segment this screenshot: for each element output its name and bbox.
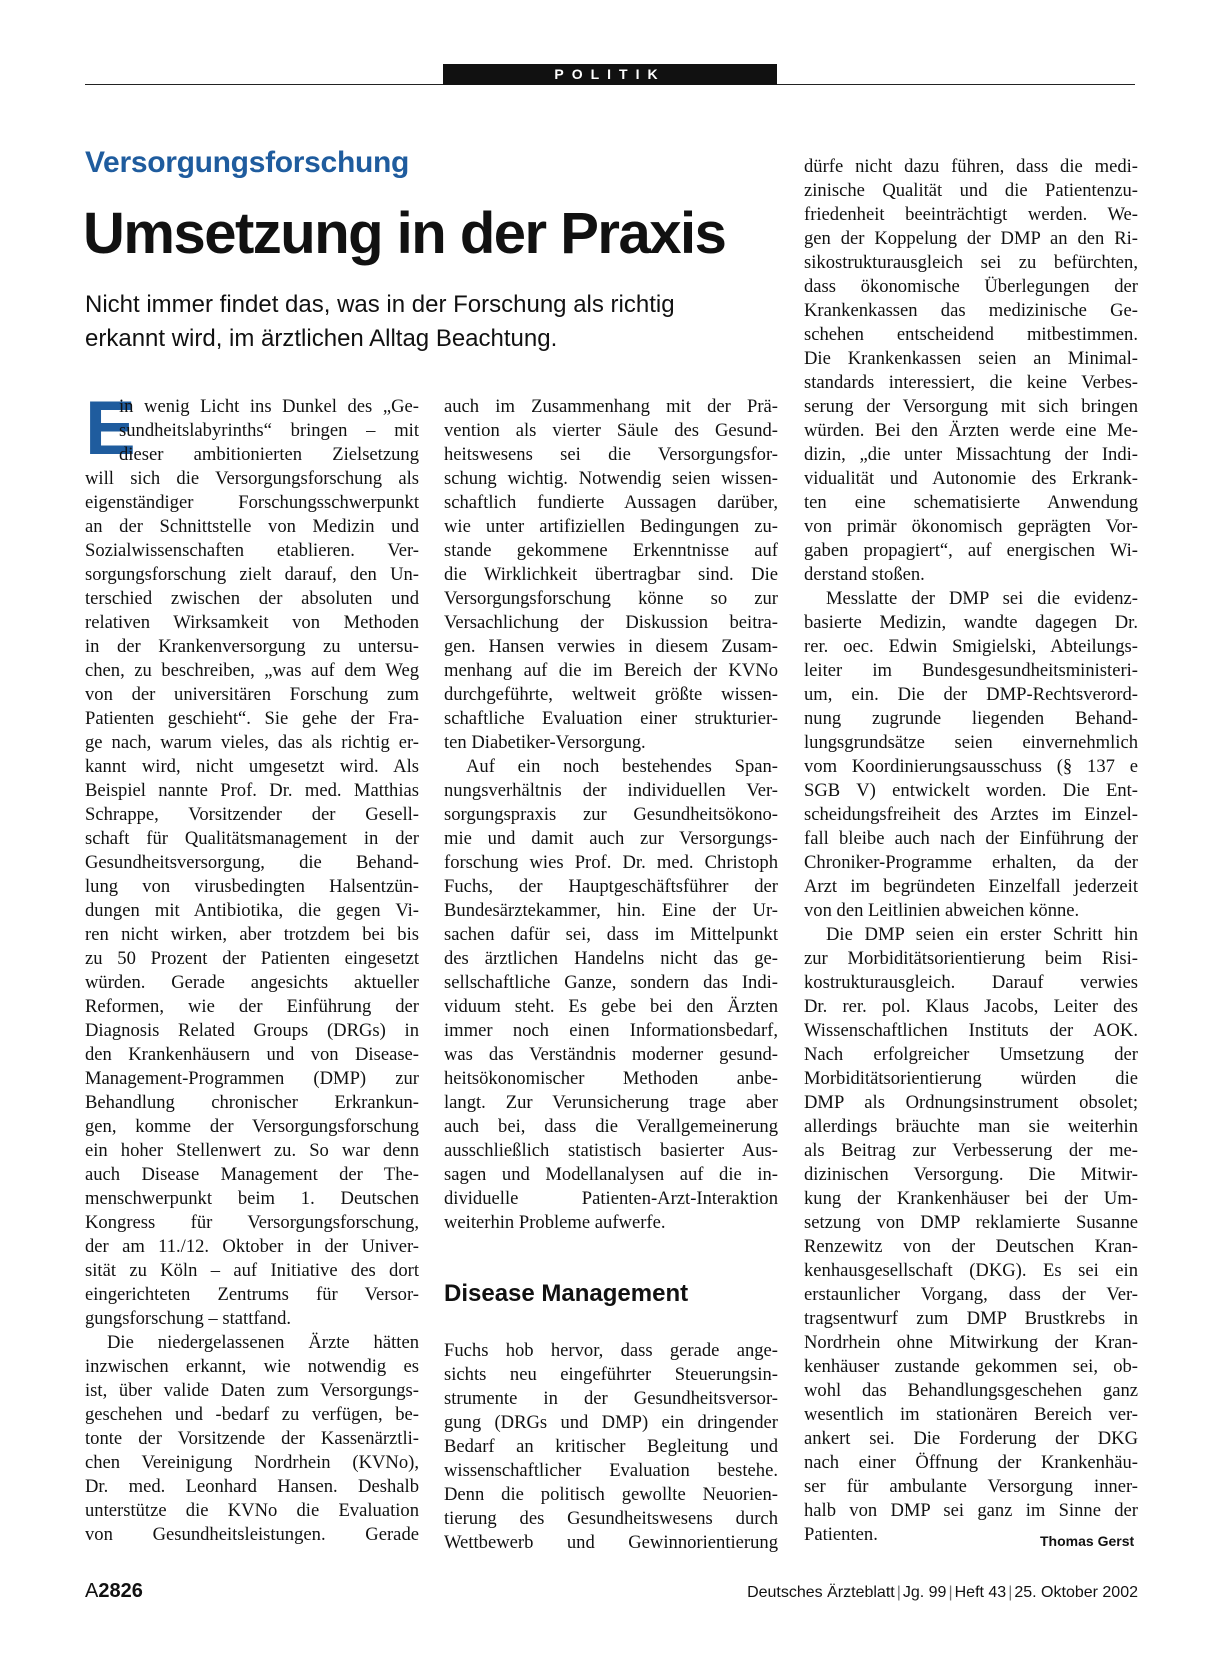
text-line: gen, komme der Versorgungsforschung [85, 1116, 419, 1137]
text-line: von der universitären Forschung zum [85, 684, 419, 705]
journal-volume: Jg. 99 [902, 1584, 947, 1601]
text-line: chen Vereinigung Nordrhein (KVNo), [85, 1452, 419, 1473]
text-line: inzwischen erkannt, wie notwendig es [85, 1356, 419, 1377]
text-line: Bundesärztekammer, hin. Eine der Ur- [444, 900, 778, 921]
text-line: dungen mit Antibiotika, die gegen Vi- [85, 900, 419, 921]
text-line: Die niedergelassenen Ärzte hätten [107, 1332, 419, 1353]
text-line: tierung des Gesundheitswesens durch [444, 1508, 778, 1529]
text-line: kenhausgesellschaft (DKG). Es sei ein [804, 1260, 1138, 1281]
text-line: sagen und Modellanalysen auf die in- [444, 1164, 778, 1185]
text-line: schaft für Qualitätsmanagement in der [85, 828, 419, 849]
text-line: scheidungsfreiheit des Arztes im Einzel- [804, 804, 1138, 825]
text-line: schaftliche Evaluation einer strukturier- [444, 708, 778, 729]
text-line: immer noch einen Informationsbedarf, [444, 1020, 778, 1041]
text-line: heitswesens sei die Versorgungsfor- [444, 444, 778, 465]
text-line: sikostrukturausgleich sei zu befürchten, [804, 252, 1138, 273]
text-column-1 [85, 386, 419, 1547]
text-line: gen der Koppelung der DMP an den Ri- [804, 228, 1138, 249]
text-line: serung der Versorgung mit sich bringen [804, 396, 1138, 417]
text-line: tonte der Vorsitzende der Kassenärztli- [85, 1428, 419, 1449]
text-line: vidualität und Autonomie des Erkrank- [804, 468, 1138, 489]
text-line: chen, zu beschreiben, „was auf dem Weg [85, 660, 419, 681]
text-line: schaftlich fundierte Aussagen darüber, [444, 492, 778, 513]
text-line: mie und damit auch zur Versorgungs- [444, 828, 778, 849]
text-line: von Gesundheitsleistungen. Gerade [85, 1524, 419, 1545]
text-line: Nach erfolgreicher Umsetzung der [804, 1044, 1138, 1065]
text-line: ten Diabetiker-Versorgung. [444, 732, 646, 753]
text-line: Chroniker-Programme erhalten, da der [804, 852, 1138, 873]
text-line: kostrukturausgleich. Darauf verwies [804, 972, 1138, 993]
text-line: rer. oec. Edwin Smigielski, Abteilungs- [804, 636, 1138, 657]
lead-line: erkannt wird, im ärztlichen Alltag Beachtung. [85, 325, 558, 352]
text-line: würden. Gerade angesichts aktueller [85, 972, 419, 993]
text-line: Wissenschaftlichen Instituts der AOK. [804, 1020, 1138, 1041]
text-line: eingerichteten Zentrums für Versor- [85, 1284, 419, 1305]
text-line: ren nicht wirken, aber trotzdem bei bis [85, 924, 419, 945]
text-line: ankert sei. Die Forderung der DKG [804, 1428, 1138, 1449]
text-line: Wettbewerb und Gewinnorientierung [444, 1532, 778, 1553]
text-line: Versachlichung der Diskussion beitra- [444, 612, 778, 633]
text-line: würden. Bei den Ärzten werde eine Me- [804, 420, 1138, 441]
text-line: die Wirklichkeit übertragbar sind. Die [444, 564, 778, 585]
text-line: Sozialwissenschaften etablieren. Ver- [85, 540, 419, 561]
article-title: Umsetzung in der Praxis [83, 201, 726, 266]
text-line: Patienten geschieht“. Sie gehe der Fra- [85, 708, 419, 729]
text-line: Renzewitz von der Deutschen Kran- [804, 1236, 1138, 1257]
text-line: terschied zwischen der absoluten und [85, 588, 419, 609]
text-line: Krankenkassen das medizinische Ge- [804, 300, 1138, 321]
text-line: dürfe nicht dazu führen, dass die medi- [804, 156, 1138, 177]
article-lead [85, 288, 725, 356]
text-line: gen. Hansen verwies in diesem Zusam- [444, 636, 778, 657]
text-line: Beispiel nannte Prof. Dr. med. Matthias [85, 780, 419, 801]
text-line: sundheitslabyrinths“ bringen – mit [119, 420, 419, 441]
text-line: leiter im Bundesgesundheitsministeri- [804, 660, 1138, 681]
text-line: Management-Programmen (DMP) zur [85, 1068, 419, 1089]
text-line: sorgungsforschung zielt darauf, den Un- [85, 564, 419, 585]
text-line: dividuelle Patienten-Arzt-Interaktion [444, 1188, 778, 1209]
text-column-3 [804, 155, 1138, 1547]
page-number: A2826 [85, 1580, 143, 1602]
text-line: ge nach, warum vieles, das als richtig er- [85, 732, 419, 753]
text-line: Bedarf an kritischer Begleitung und [444, 1436, 778, 1457]
text-line: SGB V) entwickelt worden. Die Ent- [804, 780, 1138, 801]
text-line: nach einer Öffnung der Krankenhäu- [804, 1452, 1138, 1473]
text-line: allerdings bräuchte man sie weiterhin [804, 1116, 1138, 1137]
text-line: auch im Zusammenhang mit der Prä- [444, 396, 778, 417]
text-line: gaben propagiert“, auf energischen Wi- [804, 540, 1138, 561]
text-line: halb von DMP sei ganz im Sinne der [804, 1500, 1138, 1521]
text-line: der am 11./12. Oktober in der Univer- [85, 1236, 419, 1257]
text-column-2-continued [444, 1339, 778, 1555]
text-line: vention als vierter Säule des Gesund- [444, 420, 778, 441]
text-line: schehen entscheidend mitbestimmen. [804, 324, 1138, 345]
text-line: geschehen und -bedarf zu verfügen, be- [85, 1404, 419, 1425]
text-line: zur Morbiditätsorientierung beim Risi- [804, 948, 1138, 969]
text-line: zu 50 Prozent der Patienten eingesetzt [85, 948, 419, 969]
text-line: Dr. med. Leonhard Hansen. Deshalb [85, 1476, 419, 1497]
text-line: derstand stoßen. [804, 564, 925, 585]
text-line: wesentlich im stationären Bereich ver- [804, 1404, 1138, 1425]
text-line: ser für ambulante Versorgung inner- [804, 1476, 1138, 1497]
text-line: an der Schnittstelle von Medizin und [85, 516, 419, 537]
journal-date: 25. Oktober 2002 [1014, 1584, 1138, 1601]
text-line: gungsforschung – stattfand. [85, 1308, 292, 1329]
text-line: forschung wies Prof. Dr. med. Christoph [444, 852, 778, 873]
text-line: Morbiditätsorientierung würden die [804, 1068, 1138, 1089]
text-line: tragsentwurf zum DMP Brustkrebs in [804, 1308, 1138, 1329]
article-kicker: Versorgungsforschung [85, 146, 410, 179]
text-line: ein hoher Stellenwert zu. So war denn [85, 1140, 419, 1161]
text-line: sität zu Köln – auf Initiative des dort [85, 1260, 419, 1281]
text-line: erstaunlicher Vorgang, dass der Ver- [804, 1284, 1138, 1305]
text-line: kannt wird, nicht umgesetzt wird. Als [85, 756, 419, 777]
text-line: Gesundheitsversorgung, die Behand- [85, 852, 419, 873]
text-line: ist, über valide Daten zum Versorgungs- [85, 1380, 419, 1401]
text-line: Arzt im begründeten Einzelfall jederzeit [804, 876, 1138, 897]
text-line: sellschaftliche Ganze, sondern das Indi- [444, 972, 778, 993]
text-line: fall bleibe auch nach der Einführung der [804, 828, 1138, 849]
text-line: Dr. rer. pol. Klaus Jacobs, Leiter des [804, 996, 1138, 1017]
text-line: unterstütze die KVNo die Evaluation [85, 1500, 419, 1521]
text-line: in wenig Licht ins Dunkel des „Ge- [119, 396, 419, 417]
text-line: menschwerpunkt beim 1. Deutschen [85, 1188, 419, 1209]
text-line: DMP als Ordnungsinstrument obsolet; [804, 1092, 1138, 1113]
text-line: Fuchs hob hervor, dass gerade ange- [444, 1340, 778, 1361]
text-line: Kongress für Versorgungsforschung, [85, 1212, 419, 1233]
text-line: schung wichtig. Notwendig seien wissen- [444, 468, 778, 489]
text-line: heitsökonomischer Methoden anbe- [444, 1068, 778, 1089]
text-line: kenhäuser zustande gekommen sei, ob- [804, 1356, 1138, 1377]
text-line: sichts neu eingeführter Steuerungsin- [444, 1364, 778, 1385]
text-line: sachen dafür sei, dass im Mittelpunkt [444, 924, 778, 945]
text-line: Messlatte der DMP sei die evidenz- [826, 588, 1138, 609]
text-line: standards interessiert, die keine Verbes- [804, 372, 1138, 393]
text-line: auch Disease Management der The- [85, 1164, 419, 1185]
text-line: kung der Krankenhäuser bei der Um- [804, 1188, 1138, 1209]
lead-line: Nicht immer findet das, was in der Forschung als richtig [85, 291, 675, 318]
text-line: Die Krankenkassen seien an Minimal- [804, 348, 1138, 369]
text-line: wissenschaftlicher Evaluation bestehe. [444, 1460, 778, 1481]
journal-name: Deutsches Ärzteblatt [747, 1584, 895, 1601]
text-line: menhang auf die im Bereich der KVNo [444, 660, 778, 681]
text-line: lungsgrundsätze seien einvernehmlich [804, 732, 1138, 753]
text-line: wie unter artifiziellen Bedingungen zu- [444, 516, 778, 537]
text-line: Patienten. [804, 1524, 878, 1545]
text-line: von primär ökonomisch geprägten Vor- [804, 516, 1138, 537]
text-line: von den Leitlinien abweichen könne. [804, 900, 1080, 921]
text-line: Reformen, wie der Einführung der [85, 996, 419, 1017]
text-line: um, ein. Die der DMP-Rechtsverord- [804, 684, 1138, 705]
text-line: ten eine schematisierte Anwendung [804, 492, 1138, 513]
text-line: dizin, „die unter Missachtung der Indi- [804, 444, 1138, 465]
text-line: friedenheit beeinträchtigt werden. We- [804, 204, 1138, 225]
text-line: des ärztlichen Handelns nicht das ge- [444, 948, 778, 969]
text-line: strumente in der Gesundheitsversor- [444, 1388, 778, 1409]
journal-issue: Heft 43 [954, 1584, 1007, 1601]
text-line: Schrappe, Vorsitzender der Gesell- [85, 804, 419, 825]
text-line: Denn die politisch gewollte Neuorien- [444, 1484, 778, 1505]
text-line: dizinischen Versorgung. Die Mitwir- [804, 1164, 1138, 1185]
text-line: eigenständiger Forschungsschwerpunkt [85, 492, 419, 513]
drop-cap: E [85, 386, 136, 471]
text-line: nungsverhältnis der individuellen Ver- [444, 780, 778, 801]
journal-footer: Deutsches Ärzteblatt | Jg. 99 | Heft 43 | 25. Oktober 2002 [747, 1584, 1138, 1601]
text-line: auch bei, dass die Verallgemeinerung [444, 1116, 778, 1137]
text-line: durchgeführte, weltweit größte wissen- [444, 684, 778, 705]
text-line: als Beitrag zur Verbesserung der me- [804, 1140, 1138, 1161]
text-line: dieser ambitionierten Zielsetzung [119, 444, 419, 465]
text-line: Nordrhein ohne Mitwirkung der Kran- [804, 1332, 1138, 1353]
text-line: Versorgungsforschung könne so zur [444, 588, 778, 609]
text-line: dass ökonomische Überlegungen der [804, 276, 1138, 297]
text-line: Behandlung chronischer Erkrankun- [85, 1092, 419, 1113]
text-line: viduum steht. Es gebe bei den Ärzten [444, 996, 778, 1017]
text-line: vom Koordinierungsausschuss (§ 137 e [804, 756, 1138, 777]
text-line: Die DMP seien ein erster Schritt hin [826, 924, 1138, 945]
text-line: sorgungspraxis zur Gesundheitsökono- [444, 804, 778, 825]
text-line: stande gekommene Erkenntnisse auf [444, 540, 778, 561]
text-line: ausschließlich statistisch basierter Aus- [444, 1140, 778, 1161]
text-line: Fuchs, der Hauptgeschäftsführer der [444, 876, 778, 897]
text-line: in der Krankenversorgung zu untersu- [85, 636, 419, 657]
author-byline: Thomas Gerst [1040, 1533, 1135, 1549]
text-line: gung (DRGs und DMP) ein dringender [444, 1412, 778, 1433]
text-line: weiterhin Probleme aufwerfe. [444, 1212, 666, 1233]
text-line: nung zugrunde liegenden Behand- [804, 708, 1138, 729]
text-line: langt. Zur Verunsicherung trage aber [444, 1092, 778, 1113]
section-label: POLITIK [443, 64, 777, 85]
text-line: lung von virusbedingten Halsentzün- [85, 876, 419, 897]
text-line: setzung von DMP reklamierte Susanne [804, 1212, 1138, 1233]
text-line: Auf ein noch bestehendes Span- [466, 756, 778, 777]
text-line: zinische Qualität und die Patientenzu- [804, 180, 1138, 201]
text-line: basierte Medizin, wandte dagegen Dr. [804, 612, 1138, 633]
text-line: relativen Wirksamkeit von Methoden [85, 612, 419, 633]
text-line: Diagnosis Related Groups (DRGs) in [85, 1020, 419, 1041]
text-line: wohl das Behandlungsgeschehen ganz [804, 1380, 1138, 1401]
text-line: was das Verständnis moderner gesund- [444, 1044, 778, 1065]
subheading: Disease Management [444, 1280, 689, 1307]
text-column-2 [444, 395, 778, 1235]
text-line: will sich die Versorgungsforschung als [85, 468, 419, 489]
text-line: den Krankenhäusern und von Disease- [85, 1044, 419, 1065]
